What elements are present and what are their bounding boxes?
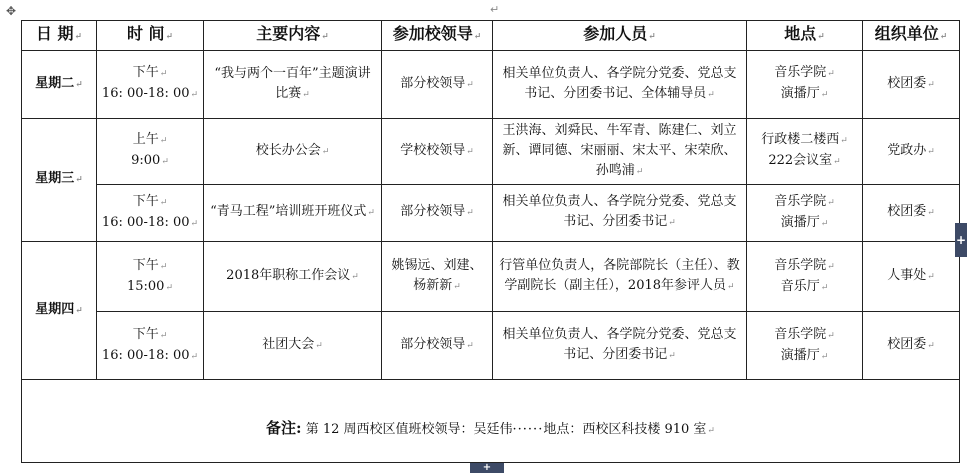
leaders-cell: 部分校领导↵ [382,312,493,380]
persons-cell: 相关单位负责人、各学院分党委、党总支书记、分团委书记、全体辅导员↵ [493,50,747,118]
note-cell [22,380,960,463]
note-dots: ······ [512,421,544,437]
content-cell: “我与两个一百年”主题演讲比赛↵ [204,50,382,118]
day-cell: 星期二↵ [22,50,97,118]
org-cell: 校团委↵ [863,312,960,380]
header-time: 时 间↵ [97,21,204,51]
leaders-cell: 部分校领导↵ [382,50,493,118]
header-org: 组织单位↵ [863,21,960,51]
day-cell: 星期三↵ [22,118,97,241]
table-row [22,241,960,311]
content-cell: 2018年职称工作会议↵ [204,241,382,311]
org-cell: 党政办↵ [863,118,960,184]
content-cell: 校长办公会↵ [204,118,382,184]
table-row [22,50,960,118]
table-move-handle-icon[interactable]: ✥ [5,4,17,18]
day-cell: 星期四↵ [22,241,97,380]
content-cell: “青马工程”培训班开班仪式↵ [204,184,382,241]
persons-cell: 相关单位负责人、各学院分党委、党总支书记、分团委书记↵ [493,184,747,241]
persons-cell: 王洪海、刘舜民、牛军青、陈建仁、刘立新、谭同德、宋丽丽、宋太平、宋荣欣、孙鸣浦↵ [493,118,747,184]
note-row [22,380,960,463]
location-text: 地点：西校区科技楼 910 室 [543,421,707,437]
content-cell: 社团大会↵ [204,312,382,380]
add-column-icon[interactable]: + [955,223,967,257]
schedule-table [21,20,960,463]
header-date: 日 期↵ [22,21,97,51]
header-leaders: 参加校领导↵ [382,21,493,51]
place-cell: 行政楼二楼西↵ 222会议室↵ [747,118,863,184]
leaders-cell: 学校校领导↵ [382,118,493,184]
header-persons: 参加人员↵ [493,21,747,51]
time-cell: 上午↵ 9:00↵ [97,118,204,184]
place-cell: 音乐学院↵ 演播厅↵ [747,312,863,380]
persons-cell: 行管单位负责人，各院部院长（主任）、教学副院长（副主任），2018年参评人员↵ [493,241,747,311]
time-cell: 下午↵ 16: 00-18: 00↵ [97,50,204,118]
place-cell: 音乐学院↵ 音乐厅↵ [747,241,863,311]
org-cell: 校团委↵ [863,50,960,118]
table-row [22,118,960,184]
table-row [22,184,960,241]
leaders-cell: 姚锡远、刘建、杨新新↵ [382,241,493,311]
time-cell: 下午↵ 16: 00-18: 00↵ [97,184,204,241]
header-place: 地点↵ [747,21,863,51]
duty-text: 第 12 周西校区值班校领导：吴廷伟 [305,421,513,437]
leaders-cell: 部分校领导↵ [382,184,493,241]
time-cell: 下午↵ 15:00↵ [97,241,204,311]
table-header-row [22,21,960,51]
time-cell: 下午↵ 16: 00-18: 00↵ [97,312,204,380]
header-content: 主要内容↵ [204,21,382,51]
paragraph-mark-icon: ↵ [490,3,500,16]
persons-cell: 相关单位负责人、各学院分党委、党总支书记、分团委书记↵ [493,312,747,380]
place-cell: 音乐学院↵ 演播厅↵ [747,50,863,118]
place-cell: 音乐学院↵ 演播厅↵ [747,184,863,241]
add-row-icon[interactable]: + [470,463,504,473]
table-row [22,312,960,380]
org-cell: 校团委↵ [863,184,960,241]
note-text: 备注: 第 12 周西校区值班校领导：吴廷伟······地点：西校区科技楼 910 室↵ [266,418,715,437]
note-label: 备注: [266,418,302,437]
org-cell: 人事处↵ [863,241,960,311]
